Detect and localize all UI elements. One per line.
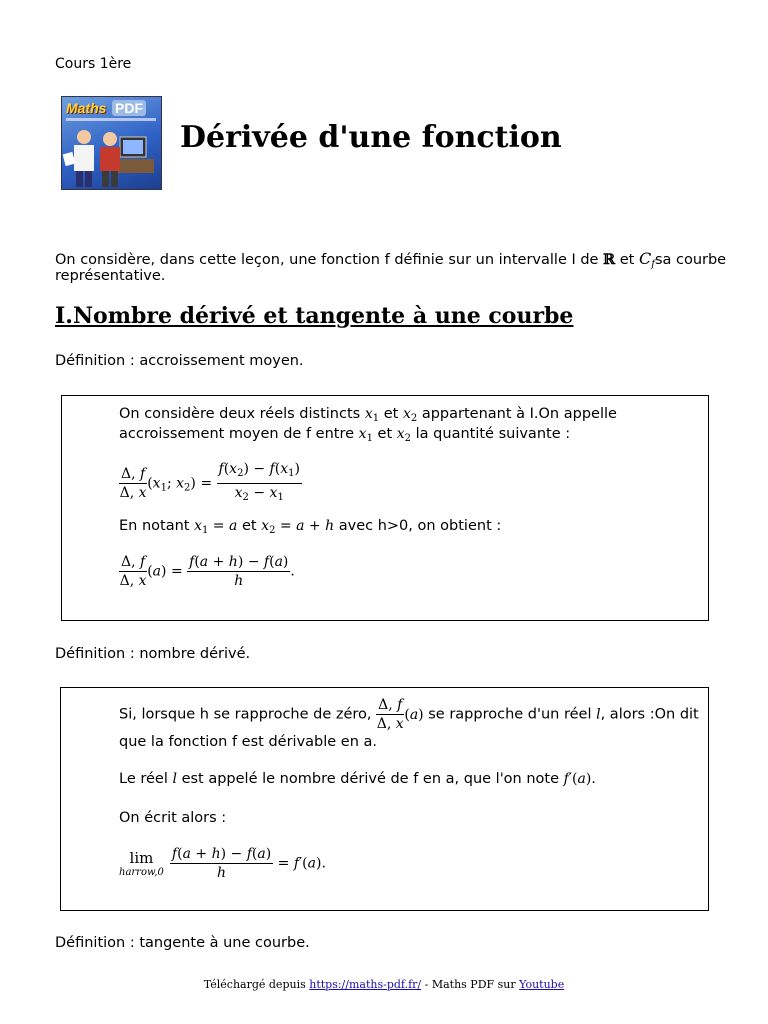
definition-box-nombre-derive xyxy=(60,687,709,911)
formula-derivative-limit: lim harrow,0 $\frac{f(a + h) - f(a)}{h}$ = f′(a). xyxy=(119,846,326,881)
def1-notant-b: et xyxy=(237,518,262,534)
maths-pdf-logo xyxy=(61,96,162,190)
youtube-link[interactable]: Youtube xyxy=(519,978,565,991)
def1-text-e: et xyxy=(372,426,397,442)
f-prime-a: f′(a) xyxy=(563,771,592,787)
def1-notant-line xyxy=(119,518,501,536)
intro-text-before: On considère, dans cette leçon, une fonction f définie sur un intervalle I de xyxy=(55,252,604,268)
def2-text-d: Le réel xyxy=(119,771,173,787)
def2-text-b: se rapproche d'un réel xyxy=(423,706,597,723)
curve-symbol-sub: f xyxy=(651,259,655,270)
formula-average-rate: $\frac{\Delta, f}{\Delta, x}$ ($x_1$; $x_2$) = $\frac{f(x_2) - f(x_1)}{x_2 - x_1}$ xyxy=(119,461,300,503)
footer xyxy=(0,978,768,991)
def1-notant-a: En notant xyxy=(119,518,195,534)
def2-text-f: . xyxy=(591,771,596,787)
def1-line-2 xyxy=(119,426,570,444)
limit-word: lim xyxy=(129,848,154,867)
def1-notant-c: avec h>0, on obtient : xyxy=(334,518,502,534)
intro-text-after: sa courbe xyxy=(654,252,727,268)
def1-line-1 xyxy=(119,406,617,424)
page-title: Dérivée d'une fonction xyxy=(180,120,562,155)
logo-tagline-bar xyxy=(66,118,156,121)
footer-text-b: - Maths PDF sur xyxy=(421,978,520,991)
curve-symbol: C xyxy=(638,249,652,268)
logo-brand-right: PDF xyxy=(112,100,146,116)
limit-subscript: harrow,0 xyxy=(119,866,164,878)
formula-average-rate-h: $\frac{\Delta, f}{\Delta, x}$ (a) = $\frac{f(a + h) - f(a)}{h}$ . xyxy=(119,554,295,589)
logo-illustration xyxy=(62,123,161,189)
definition-label-tangente: Définition : tangente à une courbe. xyxy=(55,935,310,951)
def2-line-1 xyxy=(119,696,699,733)
def1-text-d: accroissement moyen de f entre xyxy=(119,426,359,442)
footer-text-a: Téléchargé depuis xyxy=(203,978,310,991)
section-heading: I.Nombre dérivé et tangente à une courbe xyxy=(55,303,574,329)
intro-line-2: représentative. xyxy=(55,268,166,284)
def2-text-a: Si, lorsque h se rapproche de zéro, xyxy=(119,706,377,723)
x2-eq-a-plus-h: $x_2 = a + h$ xyxy=(261,518,335,536)
intro-line-1 xyxy=(55,249,726,270)
x2-var: $x_2$ xyxy=(402,406,418,424)
def2-line-4: On écrit alors : xyxy=(119,810,227,826)
def1-text-b: et xyxy=(379,406,403,422)
course-label: Cours 1ère xyxy=(55,56,132,72)
definition-label-nombre-derive: Définition : nombre dérivé. xyxy=(55,646,251,662)
definition-label-accroissement: Définition : accroissement moyen. xyxy=(55,353,304,369)
def1-text-c: appartenant à I.On appelle xyxy=(417,406,617,422)
def2-text-c: , alors :On dit xyxy=(600,706,699,723)
intro-text-mid: et xyxy=(615,252,639,268)
x1-var: $x_1$ xyxy=(358,426,373,444)
x1-eq-a: $x_1 = a$ xyxy=(194,518,238,536)
maths-pdf-link[interactable]: https://maths-pdf.fr/ xyxy=(309,978,422,991)
def2-line-3 xyxy=(119,771,596,787)
reals-symbol: ℝ xyxy=(603,251,616,268)
ratio-at-a: $\frac{\Delta, f}{\Delta, x}$ (a) xyxy=(376,697,424,732)
logo-brand-left: Maths xyxy=(66,100,107,116)
def1-text-f: la quantité suivante : xyxy=(411,426,571,442)
x1-var: $x_1$ xyxy=(364,406,380,424)
def2-text-e: est appelé le nombre dérivé de f en a, que l'on note xyxy=(176,771,564,787)
real-l-symbol: l xyxy=(596,706,601,723)
def1-text-a: On considère deux réels distincts xyxy=(119,406,365,422)
definition-box-accroissement xyxy=(61,395,709,621)
x2-var: $x_2$ xyxy=(396,426,412,444)
def2-line-2: que la fonction f est dérivable en a. xyxy=(119,734,378,750)
real-l-symbol: l xyxy=(172,771,177,787)
